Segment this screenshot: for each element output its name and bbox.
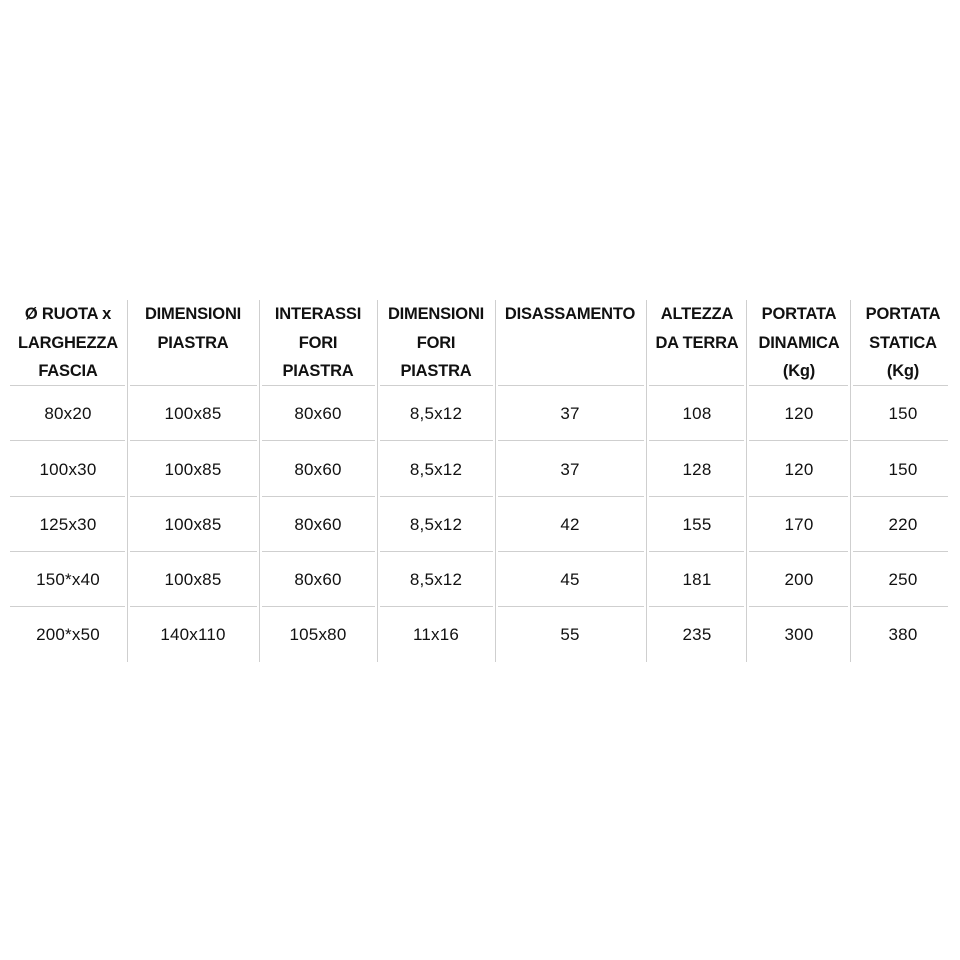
column-header-line: DINAMICA — [758, 333, 840, 352]
table-cell: 80x60 — [294, 514, 342, 534]
table-cell: 8,5x12 — [409, 569, 463, 589]
table-cell: 80x60 — [294, 403, 342, 423]
column-header-line: PIASTRA — [157, 333, 229, 352]
column-header-line: DA TERRA — [655, 333, 739, 352]
table-cell: 140x110 — [160, 624, 226, 644]
column-header-line: PORTATA — [761, 305, 837, 323]
table-cell: 8,5x12 — [409, 514, 463, 534]
table-cell: 200*x50 — [36, 624, 100, 644]
column-header-line: FORI — [298, 333, 338, 352]
column-header-line: STATICA — [869, 333, 937, 352]
table-cell: 8,5x12 — [409, 403, 463, 423]
table-cell: 128 — [682, 459, 712, 479]
table-cell: 80x60 — [294, 569, 342, 589]
column-header-line: LARGHEZZA — [18, 333, 118, 352]
table-cell: 150*x40 — [36, 569, 100, 589]
table-cell: 150 — [888, 459, 918, 479]
table-cell: 45 — [560, 569, 580, 589]
column-header-line: ALTEZZA — [660, 305, 734, 323]
table-cell: 181 — [682, 569, 712, 589]
column-header — [500, 300, 640, 386]
table-cell: 380 — [888, 624, 918, 644]
table-cell: 80x20 — [44, 403, 92, 423]
table-cell: 42 — [560, 514, 580, 534]
table-cell: 100x85 — [164, 569, 222, 589]
table-cell: 155 — [682, 514, 712, 534]
column-header-line: PIASTRA — [400, 362, 472, 380]
table-cell: 250 — [888, 569, 918, 589]
table-cell: 100x30 — [39, 459, 97, 479]
column-header-line: DIMENSIONI — [144, 305, 242, 323]
column-header-line: PIASTRA — [282, 362, 354, 380]
table-cell: 105x80 — [289, 624, 347, 644]
table-cell: 100x85 — [164, 459, 222, 479]
column-header-line: FASCIA — [38, 362, 98, 380]
column-header-line: Ø RUOTA x — [24, 305, 112, 323]
column-header-line: PORTATA — [865, 305, 941, 323]
table-cell: 108 — [682, 403, 712, 423]
table-cell: 11x16 — [412, 624, 460, 644]
column-header-line: INTERASSI — [274, 305, 362, 323]
column-header — [366, 300, 506, 386]
table-cell: 170 — [784, 514, 814, 534]
table-cell: 8,5x12 — [409, 459, 463, 479]
table-cell: 125x30 — [39, 514, 97, 534]
table-cell: 37 — [560, 403, 580, 423]
table-cell: 120 — [784, 459, 814, 479]
column-header — [0, 300, 138, 386]
table-cell: 200 — [784, 569, 814, 589]
table-cell: 37 — [560, 459, 580, 479]
column-header-line: DIMENSIONI — [387, 305, 485, 323]
table-cell: 220 — [888, 514, 918, 534]
table-cell: 150 — [888, 403, 918, 423]
column-header-line: FORI — [416, 333, 456, 352]
table-cell: 100x85 — [164, 403, 222, 423]
column-header — [833, 300, 960, 386]
table-cell: 235 — [682, 624, 712, 644]
column-header-line: (Kg) — [782, 362, 816, 380]
column-header — [123, 300, 263, 386]
table-cell: 300 — [784, 624, 814, 644]
table-cell: 80x60 — [294, 459, 342, 479]
column-header-line: (Kg) — [886, 362, 920, 380]
table-cell: 55 — [560, 624, 580, 644]
table-cell: 120 — [784, 403, 814, 423]
column-header-line: DISASSAMENTO — [504, 305, 636, 323]
table-cell: 100x85 — [164, 514, 222, 534]
